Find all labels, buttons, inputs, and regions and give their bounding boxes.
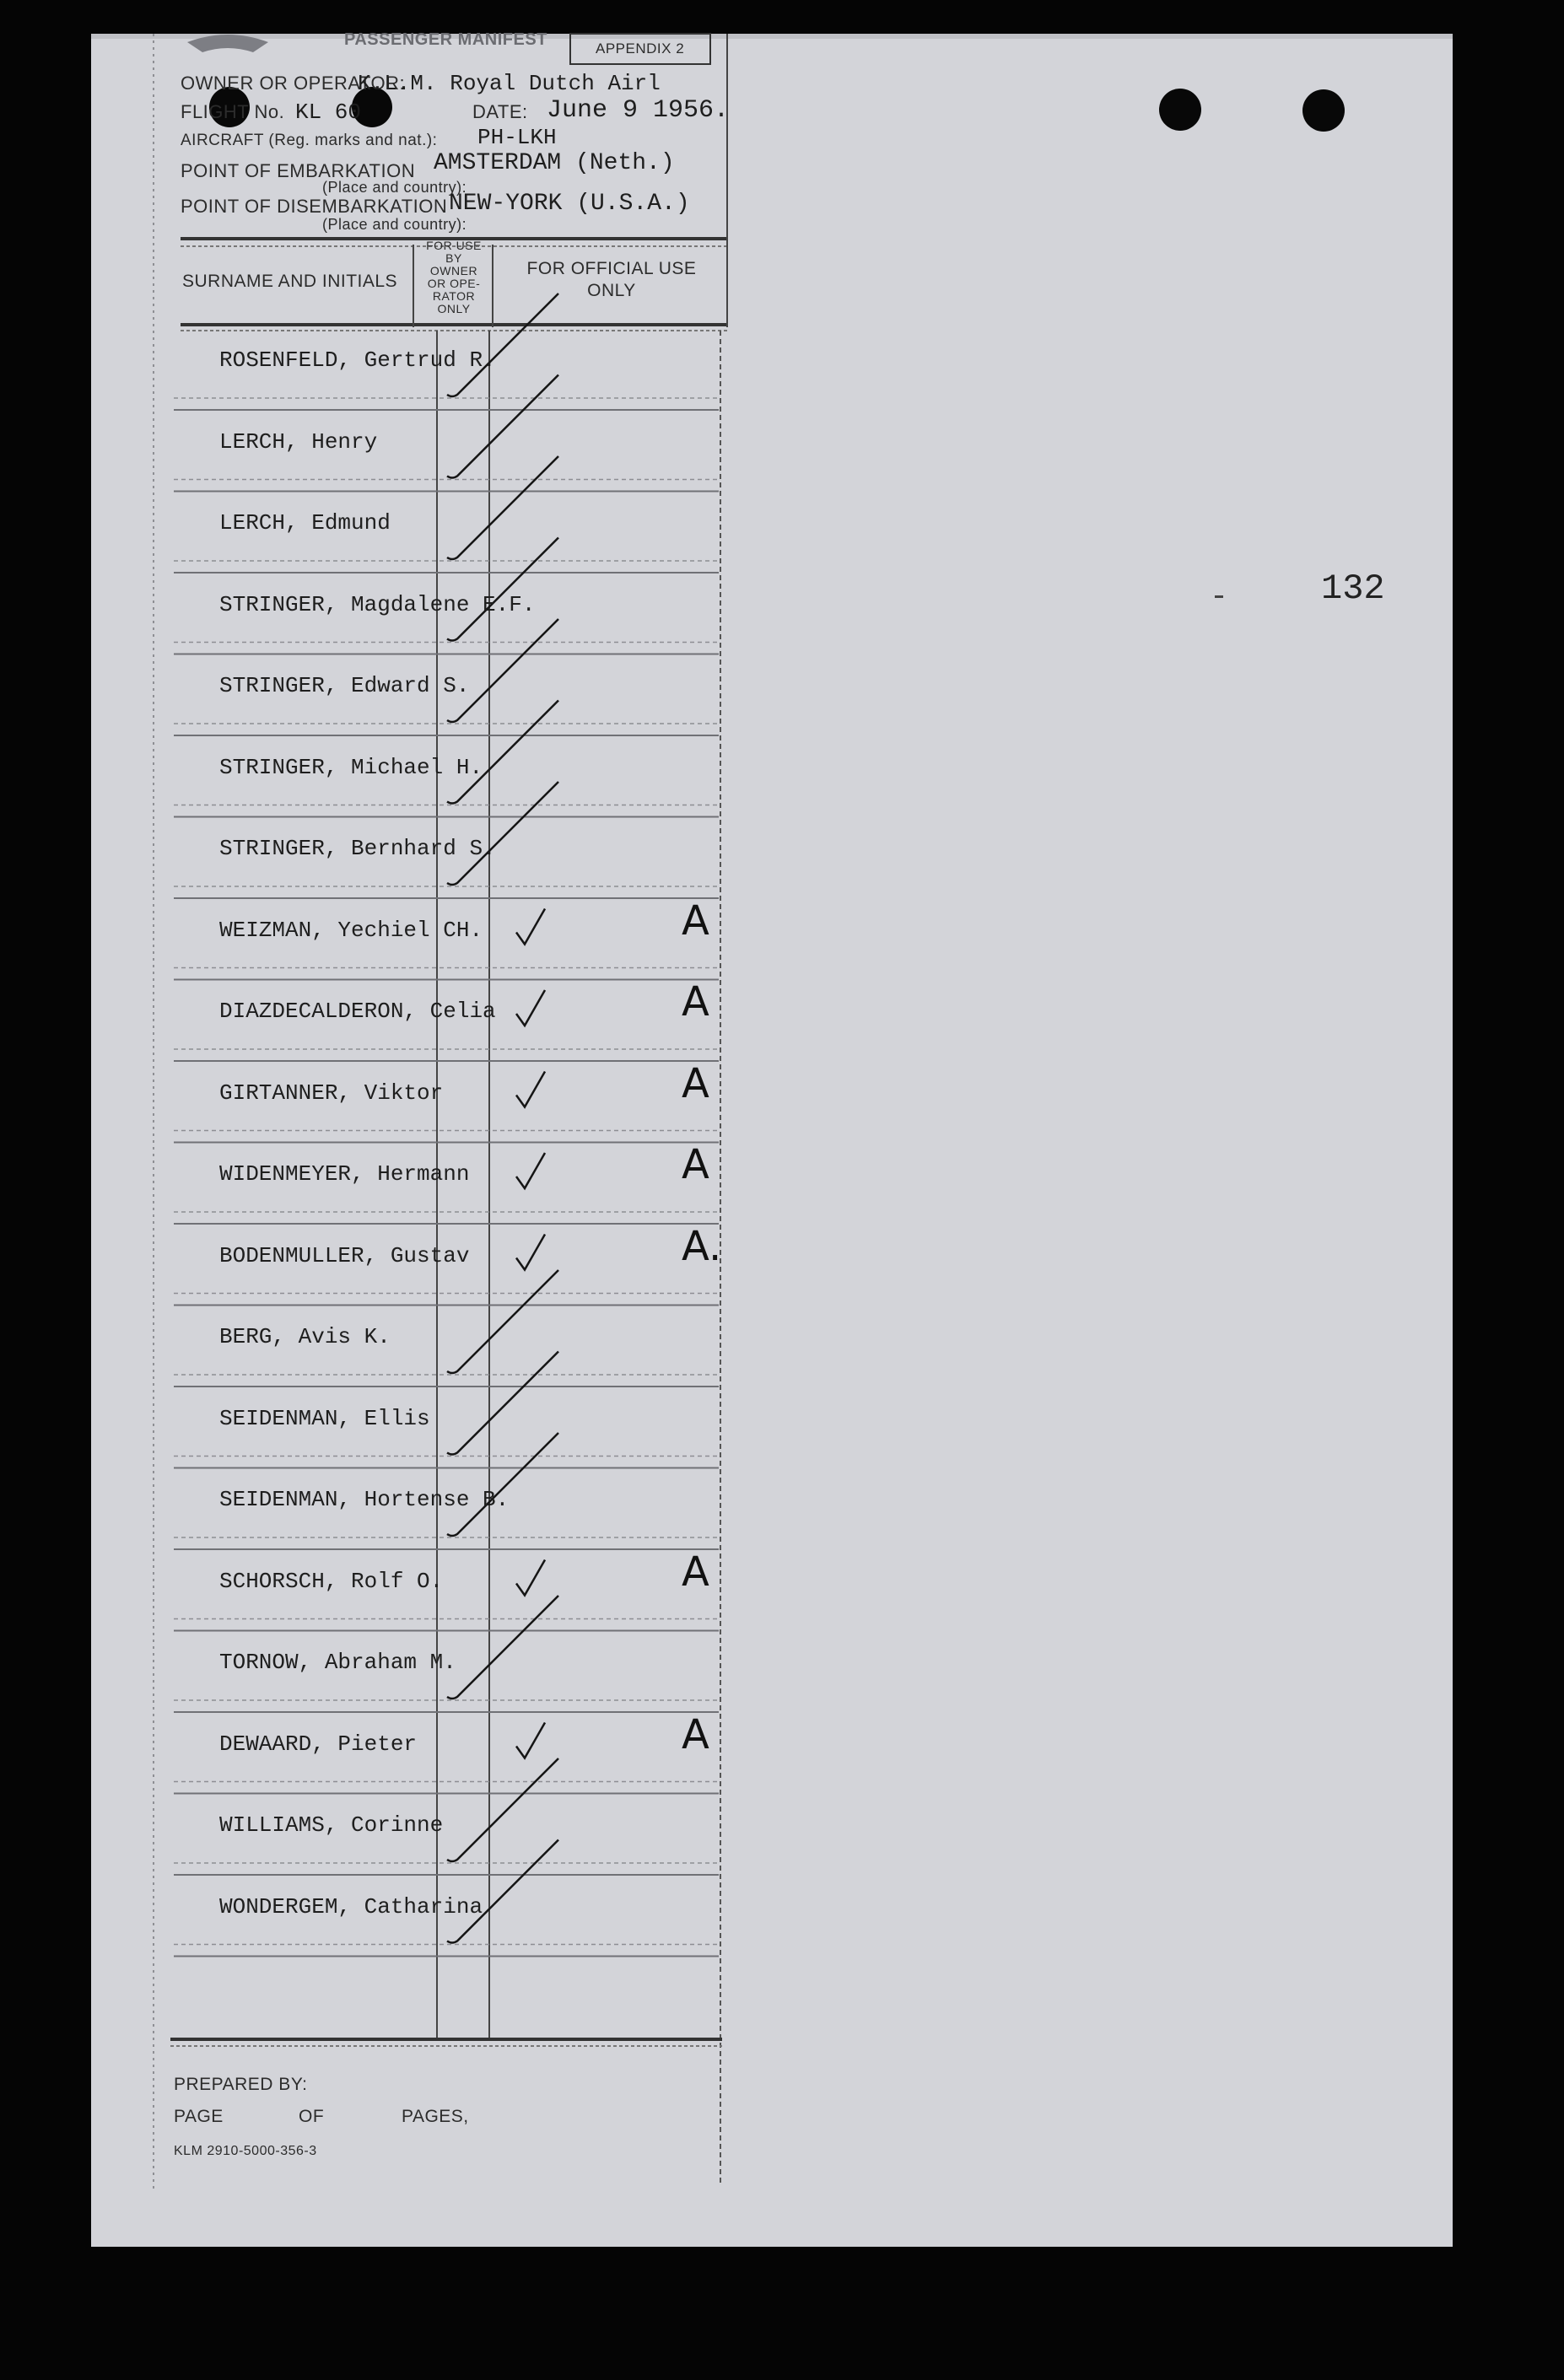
passenger-name: SCHORSCH, Rolf O. (219, 1568, 444, 1594)
passenger-name: BERG, Avis K. (219, 1324, 391, 1349)
embarkation-value: AMSTERDAM (Neth.) (434, 150, 675, 176)
official-annotation: A (682, 978, 709, 1026)
date-value: June 9 1956. (547, 96, 730, 125)
owner-value: K.L.M. Royal Dutch Airl (358, 71, 661, 96)
embarkation-place-hint: (Place and country): (322, 179, 467, 196)
appendix-label: APPENDIX 2 (596, 40, 685, 57)
page-number: 132 (1321, 568, 1385, 609)
of-label: OF (299, 2107, 325, 2126)
official-annotation: A. (682, 1222, 722, 1270)
column-official-use: FOR OFFICIAL USE ONLY (526, 259, 697, 300)
date-label: DATE: (472, 101, 528, 122)
aircraft-value: PH-LKH (477, 125, 557, 150)
manifest-title: PASSENGER MANIFEST (344, 30, 547, 49)
column-owner-use: FOR USE BY OWNER OR OPE- RATOR ONLY (426, 239, 482, 315)
passenger-name: LERCH, Henry (219, 428, 378, 455)
owner-label: OWNER OR OPERATOR: (181, 73, 406, 94)
punch-hole (1159, 89, 1201, 131)
disembarkation-value: NEW-YORK (U.S.A.) (449, 191, 690, 217)
stray-mark (1215, 595, 1223, 598)
passenger-name: WEIZMAN, Yechiel CH. (219, 917, 483, 943)
form-code: KLM 2910-5000-356-3 (174, 2144, 317, 2158)
passenger-name: WONDERGEM, Catharina (219, 1893, 483, 1920)
passenger-name: TORNOW, Abraham M. (219, 1650, 456, 1675)
pages-label: PAGES, (402, 2107, 469, 2126)
embarkation-label: POINT OF EMBARKATION (181, 160, 416, 181)
disembarkation-label: POINT OF DISEMBARKATION (181, 196, 448, 217)
passenger-name: DIAZDECALDERON, Celia (219, 999, 496, 1024)
passenger-name: GIRTANNER, Viktor (219, 1080, 444, 1106)
passenger-name: SEIDENMAN, Ellis (219, 1405, 430, 1431)
official-annotation: A (682, 897, 709, 945)
aircraft-label: AIRCRAFT (Reg. marks and nat.): (181, 132, 438, 149)
passenger-name: STRINGER, Bernhard S. (219, 836, 496, 861)
passenger-name: SEIDENMAN, Hortense B. (219, 1487, 510, 1512)
prepared-by-label: PREPARED BY: (174, 2075, 308, 2094)
punch-hole (1302, 89, 1345, 132)
official-annotation: A (682, 1059, 709, 1107)
disembarkation-place-hint: (Place and country): (322, 216, 467, 233)
flight-label: FLIGHT No. (181, 101, 285, 122)
flight-value: KL 60 (295, 100, 362, 125)
official-annotation: A (682, 1548, 709, 1596)
passenger-name: STRINGER, Edward S. (219, 673, 470, 698)
page-label: PAGE (174, 2107, 224, 2126)
passenger-name: STRINGER, Michael H. (219, 754, 483, 780)
official-annotation: A (682, 1141, 709, 1188)
passenger-name: BODENMULLER, Gustav (219, 1242, 470, 1268)
passenger-name: STRINGER, Magdalene E.F. (219, 591, 536, 617)
passenger-name: WIDENMEYER, Hermann (219, 1161, 470, 1187)
official-annotation: A (682, 1710, 709, 1758)
passenger-name: WILLIAMS, Corinne (219, 1812, 444, 1838)
passenger-name: DEWAARD, Pieter (219, 1731, 418, 1757)
column-surname: SURNAME AND INITIALS (182, 272, 398, 291)
passenger-name: ROSENFELD, Gertrud R. (219, 347, 496, 373)
passenger-name: LERCH, Edmund (219, 510, 391, 536)
